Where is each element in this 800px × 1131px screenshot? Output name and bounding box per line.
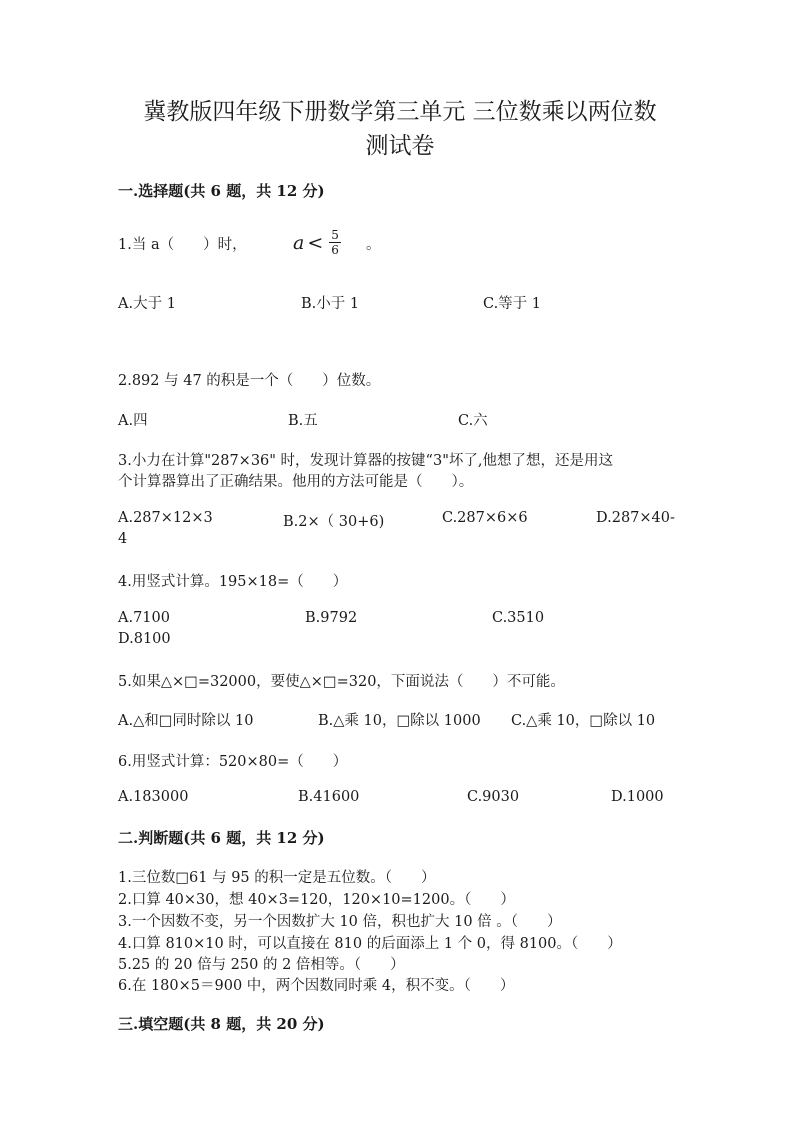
option: D.1000: [611, 789, 664, 805]
option: A.7100: [118, 610, 170, 626]
option: B.△乘 10，□除以 1000: [318, 713, 481, 729]
judge-item: 3.一个因数不变，另一个因数扩大 10 倍，积也扩大 10 倍 。（ ）: [118, 914, 562, 930]
formula: [293, 228, 341, 257]
question-stem: 5.如果△×□=32000，要使△×□=320，下面说法（ ）不可能。: [118, 674, 565, 690]
fraction-denominator: 6: [331, 243, 339, 257]
section-heading-choice: 一.选择题(共 6 题，共 12 分): [118, 182, 325, 200]
judge-item: 6.在 180×5＝900 中，两个因数同时乘 4，积不变。（ ）: [118, 978, 515, 994]
option: C.287×6×6: [442, 510, 528, 526]
formula-variable: a: [293, 231, 305, 254]
option: C.△乘 10，□除以 10: [511, 713, 656, 729]
option: B.小于 1: [301, 296, 360, 312]
question-stem: 2.892 与 47 的积是一个（ ）位数。: [118, 373, 381, 389]
formula-operator: <: [307, 231, 324, 254]
option: A.大于 1: [118, 296, 176, 312]
judge-item: 4.口算 810×10 时，可以直接在 810 的后面添上 1 个 0，得 8100。（ ）: [118, 936, 622, 952]
option: C.等于 1: [483, 296, 542, 312]
question-stem: 1.当 a（ ）时，: [118, 237, 247, 253]
page-title: 冀教版四年级下册数学第三单元 三位数乘以两位数: [143, 99, 657, 125]
option: B.41600: [298, 789, 360, 805]
question-stem: 4.用竖式计算。195×18=（ ）: [118, 574, 348, 590]
option: A.△和□同时除以 10: [118, 713, 254, 729]
option-wrap: 4: [118, 531, 128, 547]
question-stem: 6.用竖式计算：520×80=（ ）: [118, 754, 348, 770]
option: C.六: [458, 413, 488, 429]
option: A.183000: [118, 789, 189, 805]
question-stem: 3.小力在计算"287×36" 时，发现计算器的按键“3"坏了,他想了想，还是用这: [118, 453, 613, 469]
option: A.四: [118, 413, 148, 429]
question-stem-line2: 个计算器算出了正确结果。他用的方法可能是（ ）。: [118, 474, 474, 490]
option: A.287×12×3: [118, 510, 213, 526]
page-title-line2: 测试卷: [365, 133, 435, 159]
section-heading-judge: 二.判断题(共 6 题，共 12 分): [118, 829, 325, 847]
option: B.9792: [305, 610, 358, 626]
option: B.五: [288, 413, 318, 429]
fraction-numerator: 5: [331, 228, 339, 242]
judge-item: 2.口算 40×30，想 40×3=120，120×10=1200。（ ）: [118, 892, 515, 908]
option: C.9030: [467, 789, 520, 805]
option: D.8100: [118, 631, 171, 647]
question-stem-end: 。: [366, 237, 381, 253]
option: D.287×40-: [596, 510, 675, 526]
option: C.3510: [492, 610, 545, 626]
option: B.2×（ 30+6): [283, 514, 385, 530]
judge-item: 1.三位数□61 与 95 的积一定是五位数。（ ）: [118, 870, 436, 886]
judge-item: 5.25 的 20 倍与 250 的 2 倍相等。（ ）: [118, 957, 405, 973]
section-heading-fill: 三.填空题(共 8 题，共 20 分): [118, 1015, 325, 1033]
fraction: [329, 228, 341, 257]
